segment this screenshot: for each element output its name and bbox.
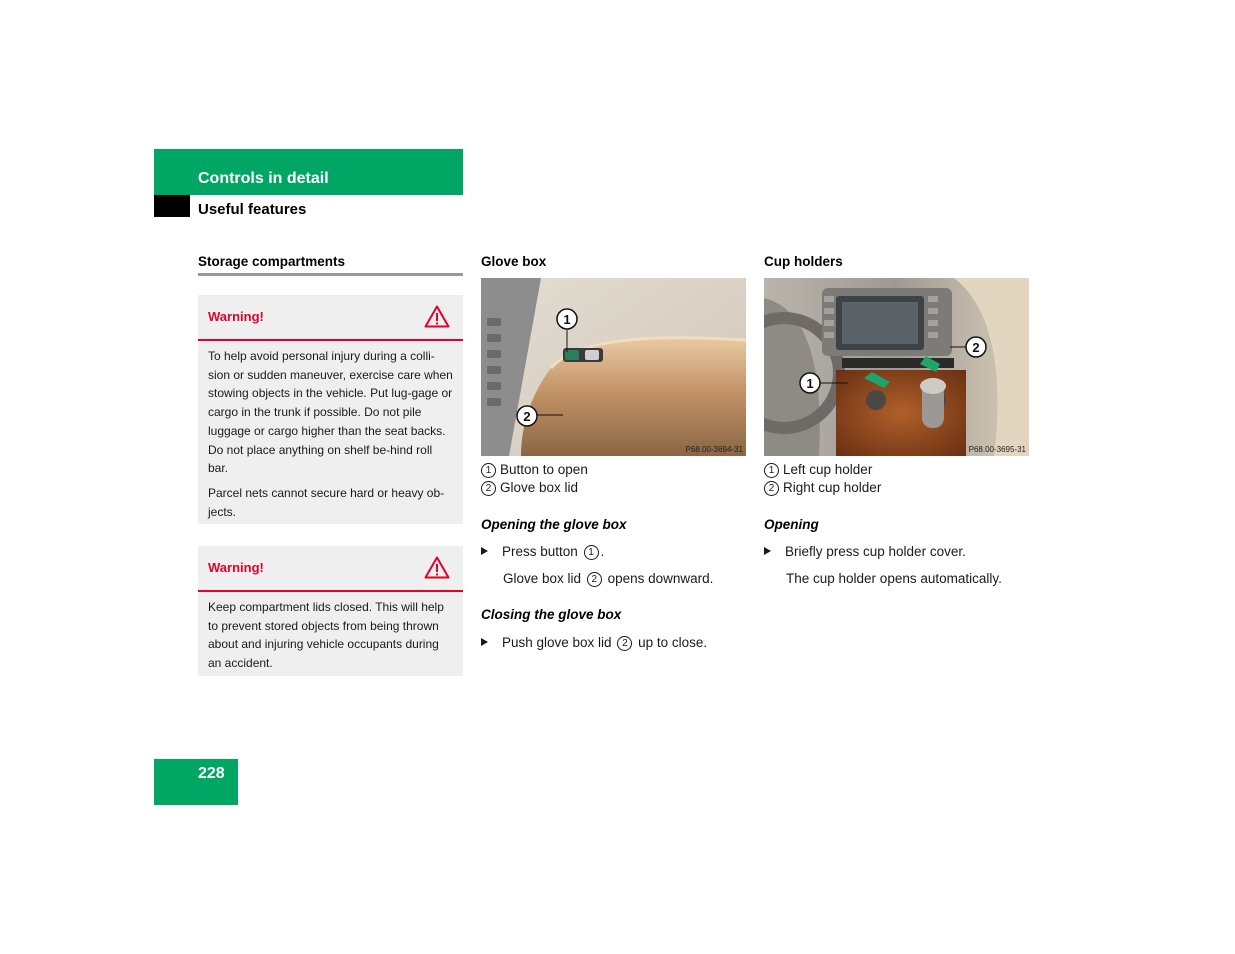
warning-text — [198, 341, 463, 535]
callout-label: 2 — [972, 340, 980, 355]
step-text: Press button — [502, 544, 578, 559]
warning-paragraph: Keep compartment lids closed. This will help to prevent stored objects from being thrown about and injuring vehicle occupants during an accident. — [208, 600, 444, 671]
legend-text: Left cup holder — [783, 462, 873, 477]
warning-box — [198, 546, 463, 676]
section-title: Controls in detail — [198, 170, 329, 187]
inline-number: 2 — [587, 572, 602, 587]
warning-box — [198, 295, 463, 524]
callout-label: 2 — [523, 409, 531, 424]
callout-label: 1 — [806, 376, 814, 391]
step-text: . — [600, 544, 605, 559]
warning-header — [198, 295, 463, 341]
legend-item — [481, 479, 578, 497]
warning-header — [198, 546, 463, 592]
warning-label: Warning! — [208, 309, 264, 324]
glove-box-photo — [481, 278, 746, 456]
legend-number: 1 — [481, 463, 496, 478]
instruction-step — [764, 543, 966, 561]
warning-triangle-icon — [424, 305, 450, 328]
page-number: 228 — [198, 765, 225, 782]
heading-rule — [198, 273, 463, 276]
header-marker-block — [154, 195, 190, 217]
cup-holders-photo — [764, 278, 1029, 456]
result-text: opens downward. — [607, 571, 714, 586]
page-number-box — [154, 759, 238, 805]
step-result: The cup holder opens automatically. — [786, 571, 1002, 586]
legend-item — [764, 479, 881, 497]
opening-heading: Opening the glove box — [481, 517, 627, 532]
subsection-title: Useful features — [198, 201, 307, 218]
step-text: up to close. — [638, 635, 708, 650]
inline-number: 2 — [617, 636, 632, 651]
instruction-step — [481, 634, 707, 652]
closing-heading: Closing the glove box — [481, 607, 622, 622]
image-code: P68.00-3695-31 — [968, 445, 1026, 454]
storage-heading: Storage compartments — [198, 254, 346, 269]
step-text: Briefly press cup holder cover. — [785, 544, 966, 559]
instruction-step — [481, 543, 604, 561]
legend-item — [481, 461, 588, 479]
inline-number: 1 — [584, 545, 599, 560]
cup-holders-heading: Cup holders — [764, 254, 843, 269]
opening-heading: Opening — [764, 517, 819, 532]
legend-text: Glove box lid — [500, 480, 579, 495]
legend-number: 2 — [481, 481, 496, 496]
warning-paragraph: Parcel nets cannot secure hard or heavy ob-jects. — [208, 485, 445, 519]
callout-label: 1 — [563, 312, 571, 327]
legend-item — [764, 461, 872, 479]
bullet-arrow-icon — [481, 547, 488, 555]
step-text: Push glove box lid — [502, 635, 612, 650]
glove-box-heading: Glove box — [481, 254, 547, 269]
result-text: Glove box lid — [503, 571, 582, 586]
legend-number: 1 — [764, 463, 779, 478]
step-result — [503, 570, 713, 588]
bullet-arrow-icon — [764, 547, 771, 555]
legend-number: 2 — [764, 481, 779, 496]
warning-label: Warning! — [208, 560, 264, 575]
warning-paragraph: To help avoid personal injury during a colli-sion or sudden maneuver, exercise care when stowing objects in the vehicle. Put lug-gage or cargo in the trunk if possible. Do not pile luggage or cargo higher than the seat backs. Do not place anything on shelf be-hind roll bar. — [208, 349, 453, 476]
legend-text: Right cup holder — [783, 480, 882, 495]
bullet-arrow-icon — [481, 638, 488, 646]
image-code: P68.00-3694-31 — [685, 445, 743, 454]
legend-text: Button to open — [500, 462, 588, 477]
warning-triangle-icon — [424, 556, 450, 579]
warning-text — [198, 592, 463, 687]
